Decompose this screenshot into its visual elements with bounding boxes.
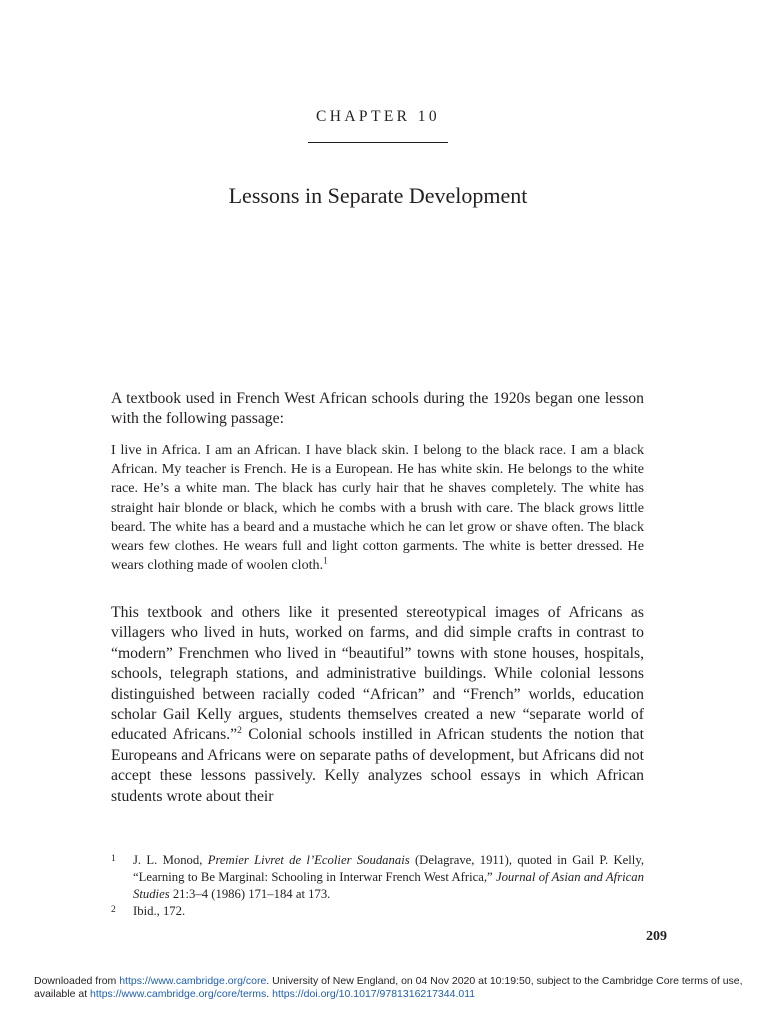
block-quote	[111, 441, 644, 575]
body-paragraph-part1: This textbook and others like it presented stereotypical images of Africans as villagers who lived in huts, worked on farms, and did simple crafts in contrast to “modern” Frenchmen who lived in “beautiful” towns with stone houses, hospitals, schools, telegraph stations, and administrative buildings. While colonial lessons distinguished between racially coded “African” and “French” worlds, education scholar Gail Kelly argues, students themselves created a new “separate world of educated Africans.”	[111, 604, 644, 744]
footnote-text: (Delagrave, 1911), quoted in Gail P. Kelly, “Learning to Be Marginal: Schooling in Interwar French West Africa,”	[133, 853, 645, 884]
footnotes	[111, 852, 644, 920]
cambridge-core-link[interactable]: https://www.cambridge.org/core	[119, 975, 267, 987]
cambridge-terms-link[interactable]: https://www.cambridge.org/core/terms	[90, 988, 267, 1000]
chapter-rule	[308, 142, 448, 143]
body-paragraph	[111, 603, 644, 807]
footnote-2	[111, 903, 644, 920]
block-quote-text: I live in Africa. I am an African. I have black skin. I belong to the black race. I am a black African. My teacher is French. He is a European. He has white skin. He belongs to the white race. He’s a white man. The black has curly hair that he shaves completely. The white has straight hair blonde or black, which he combs with a brush with care. The black grows little beard. The white has a beard and a mustache which he can let grow or shave often. The black wears few clothes. He wears full and light cotton garments. The white is better dressed. He wears clothing made of woolen cloth.	[111, 442, 644, 574]
footnote-ref-2[interactable]: 2	[237, 726, 242, 737]
download-note: Downloaded from https://www.cambridge.org/core. University of New England, on 04 Nov 2020 at 10:19:50, subject to the Cambridge Core terms of use, available at https://www.cambridge.org/core/terms. https://doi.org/10.1017/9781316217344.011	[34, 975, 743, 1000]
intro-paragraph: A textbook used in French West African schools during the 1920s began one lesson with the following passage:	[111, 390, 644, 428]
footnote-number: 1	[111, 854, 116, 864]
footnote-text: 21:3–4 (1986) 171–184 at 173.	[169, 887, 331, 901]
chapter-title: Lessons in Separate Development	[228, 183, 528, 208]
footnote-number: 2	[111, 905, 116, 915]
footnote-ref-1[interactable]: 1	[323, 556, 328, 567]
doi-link[interactable]: https://doi.org/10.1017/9781316217344.011	[272, 988, 476, 1000]
page-number: 209	[646, 929, 667, 944]
footnote-text: Ibid., 172.	[133, 904, 186, 918]
footnote-journal-title: Journal of Asian and African Studies	[133, 870, 644, 901]
body-paragraph-part2: Colonial schools instilled in African students the notion that Europeans and Africans were on separate paths of development, but Africans did not accept these lessons passively. Kelly analyzes school essays in which African students wrote about their	[111, 726, 644, 805]
footnote-1	[111, 852, 644, 903]
chapter-label: CHAPTER 10	[316, 108, 440, 125]
footnote-book-title: Premier Livret de l’Ecolier Soudanais	[207, 853, 410, 867]
footnote-text: J. L. Monod,	[133, 853, 208, 867]
